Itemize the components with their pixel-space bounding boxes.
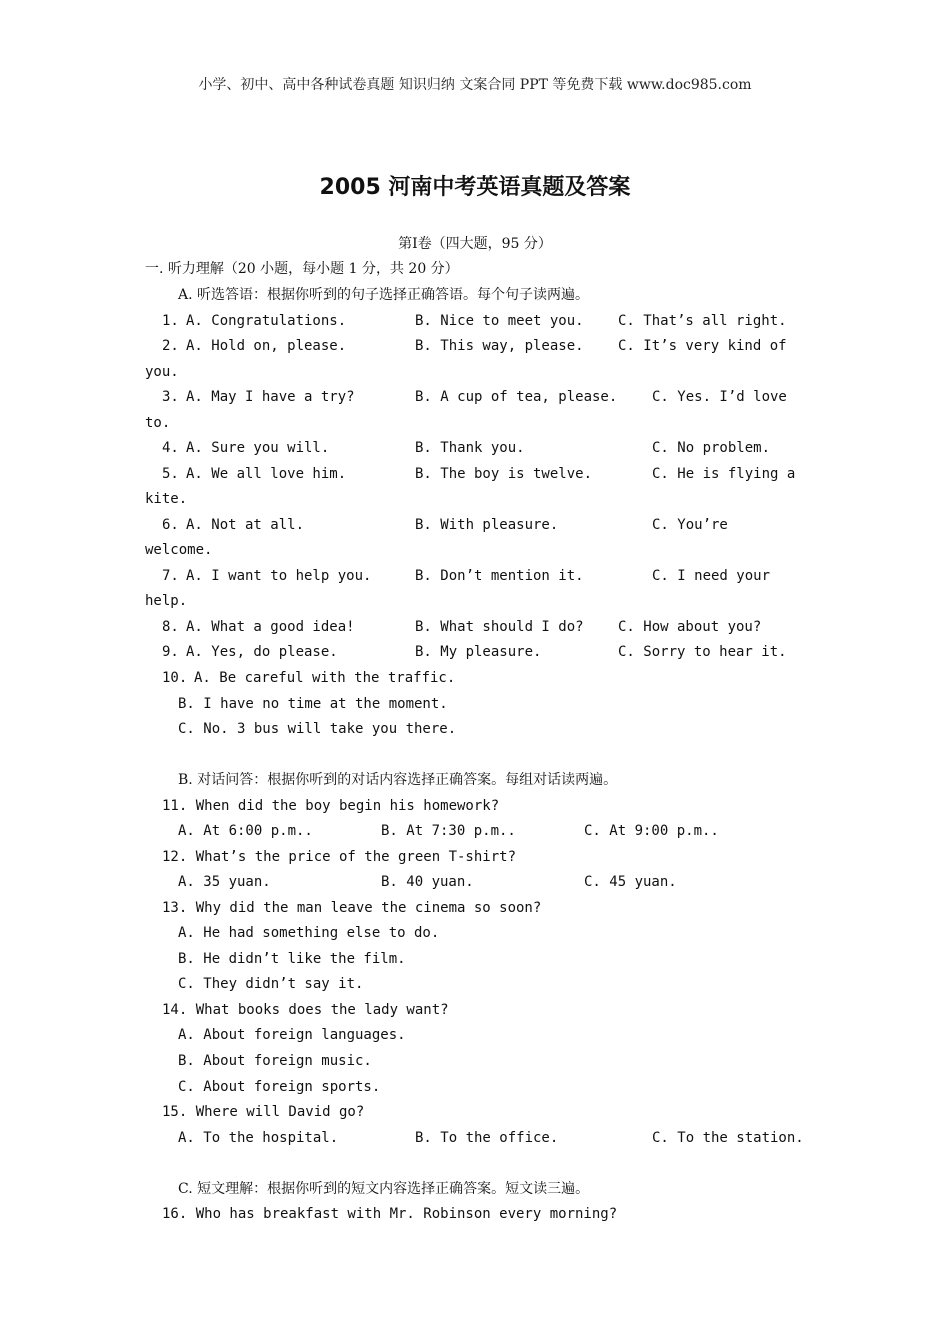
option-c: C. He is flying a [652, 466, 796, 482]
question-number: 1. [162, 313, 179, 329]
option-b: B. A cup of tea, please. [415, 389, 618, 405]
option-c-continued: welcome. [145, 542, 213, 558]
question-number: 4. [162, 440, 179, 456]
question-number: 10. [162, 670, 188, 686]
option-c: C. How about you? [618, 619, 762, 635]
option-a: A. Congratulations. [186, 313, 347, 329]
option-c: C. It’s very kind of [618, 338, 787, 354]
option-a: A. Be careful with the traffic. [194, 670, 456, 686]
option-b: B. He didn’t like the film. [178, 951, 406, 967]
option-a: A. At 6:00 p.m.. [178, 823, 313, 839]
option-c: C. 45 yuan. [584, 874, 677, 890]
page-title: 2005 河南中考英语真题及答案 [319, 175, 631, 200]
option-b: B. 40 yuan. [381, 874, 474, 890]
page-header: 小学、初中、高中各种试卷真题 知识归纳 文案合同 PPT 等免费下载 www.doc985.com [198, 77, 752, 93]
option-c: C. Sorry to hear it. [618, 644, 787, 660]
option-a: A. We all love him. [186, 466, 347, 482]
question-text: 15. Where will David go? [162, 1104, 365, 1120]
option-b: B. With pleasure. [415, 517, 559, 533]
question-text: 16. Who has breakfast with Mr. Robinson every morning? [162, 1206, 618, 1222]
part-a-instruction: A. 听选答语：根据你听到的句子选择正确答语。每个句子读两遍。 [178, 287, 590, 303]
question-number: 8. [162, 619, 179, 635]
option-b: B. The boy is twelve. [415, 466, 593, 482]
option-c-continued: to. [145, 415, 171, 431]
option-c: C. They didn’t say it. [178, 976, 364, 992]
option-c: C. That’s all right. [618, 313, 787, 329]
option-b: B. Nice to meet you. [415, 313, 584, 329]
option-a: A. Not at all. [186, 517, 305, 533]
question-number: 2. [162, 338, 179, 354]
option-a: A. What a good idea! [186, 619, 355, 635]
question-text: 12. What’s the price of the green T-shirt? [162, 849, 517, 865]
option-b: B. Don’t mention it. [415, 568, 584, 584]
section-heading: 一. 听力理解（20 小题，每小题 1 分，共 20 分） [145, 261, 459, 277]
question-number: 9. [162, 644, 179, 660]
question-text: 13. Why did the man leave the cinema so soon? [162, 900, 542, 916]
question-text: 14. What books does the lady want? [162, 1002, 449, 1018]
option-a: A. Sure you will. [186, 440, 330, 456]
option-c: C. Yes. I’d love [652, 389, 787, 405]
question-text: 11. When did the boy begin his homework? [162, 798, 500, 814]
option-c: C. I need your [652, 568, 771, 584]
option-c: C. You’re [652, 517, 728, 533]
question-number: 6. [162, 517, 179, 533]
option-c: C. No problem. [652, 440, 771, 456]
option-a: A. May I have a try? [186, 389, 355, 405]
question-number: 5. [162, 466, 179, 482]
option-c: C. At 9:00 p.m.. [584, 823, 719, 839]
part-b-instruction: B. 对话问答：根据你听到的对话内容选择正确答案。每组对话读两遍。 [178, 772, 618, 788]
option-c-continued: you. [145, 364, 179, 380]
option-b: B. My pleasure. [415, 644, 542, 660]
option-b: B. At 7:30 p.m.. [381, 823, 516, 839]
option-b: B. This way, please. [415, 338, 584, 354]
option-a: A. I want to help you. [186, 568, 372, 584]
question-number: 3. [162, 389, 179, 405]
option-a: A. To the hospital. [178, 1130, 339, 1146]
option-b: B. Thank you. [415, 440, 525, 456]
part-c-instruction: C. 短文理解：根据你听到的短文内容选择正确答案。短文读三遍。 [178, 1181, 590, 1197]
option-a: A. About foreign languages. [178, 1027, 406, 1043]
option-c: C. No. 3 bus will take you there. [178, 721, 457, 737]
option-c: C. About foreign sports. [178, 1079, 381, 1095]
option-c-continued: help. [145, 593, 188, 609]
option-a: A. He had something else to do. [178, 925, 440, 941]
option-b: B. What should I do? [415, 619, 584, 635]
option-c-continued: kite. [145, 491, 188, 507]
option-c: C. To the station. [652, 1130, 804, 1146]
option-b: B. About foreign music. [178, 1053, 372, 1069]
option-b: B. I have no time at the moment. [178, 696, 448, 712]
option-a: A. Hold on, please. [186, 338, 347, 354]
option-b: B. To the office. [415, 1130, 559, 1146]
question-number: 7. [162, 568, 179, 584]
volume-heading: 第Ⅰ卷（四大题，95 分） [398, 236, 552, 252]
option-a: A. 35 yuan. [178, 874, 271, 890]
option-a: A. Yes, do please. [186, 644, 338, 660]
